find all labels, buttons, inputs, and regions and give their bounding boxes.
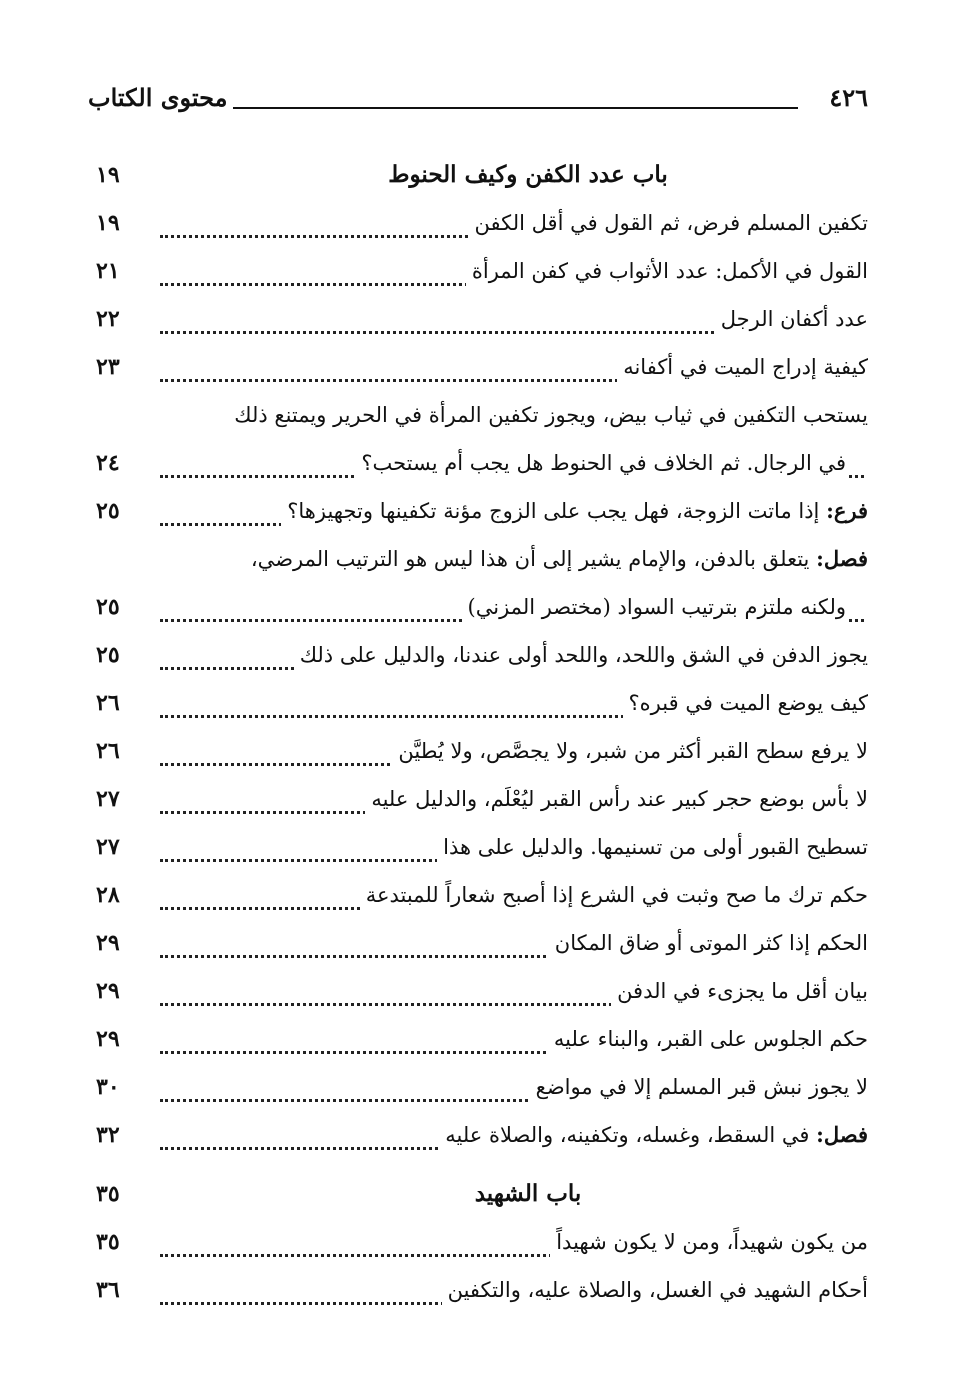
toc-entry-body: يتعلق بالدفن، والإمام يشير إلى أن هذا ليس هو الترتيب المرضي، (250, 547, 810, 571)
toc-page-number: ١٩ (96, 162, 120, 188)
toc-entry-text (439, 1113, 868, 1157)
toc-entry[interactable] (88, 201, 868, 245)
header-rule (233, 107, 798, 109)
chapter-title: باب عدد الكفن وكيف الحنوط (388, 161, 668, 188)
toc-entry-label: فصل: (816, 1122, 868, 1147)
toc-entry-text: لا يجوز نبش قبر المسلم إلا في مواضع (530, 1065, 868, 1109)
toc-entry-text: بيان أقل ما يجزىء في الدفن (611, 969, 868, 1013)
toc-page-number: ٢٧ (96, 834, 120, 860)
toc-entry-text: يستحب التكفين في ثياب بيض، ويجوز تكفين المرأة في الحرير ويمتنع ذلك (234, 403, 868, 427)
toc-entry-text: كيف يوضع الميت في قبره؟ (623, 681, 868, 725)
toc-page-number: ٢٣ (96, 354, 120, 380)
toc-page-number: ٣٦ (96, 1277, 120, 1303)
toc-entry[interactable] (88, 921, 868, 965)
toc-entry[interactable] (88, 969, 868, 1013)
toc-entry-text (251, 537, 868, 581)
toc-entry-text (281, 489, 868, 533)
toc-entry-text: عدد أكفان الرجل (715, 297, 868, 341)
toc-entry-line1[interactable] (88, 393, 868, 437)
toc-entry[interactable] (88, 249, 868, 293)
toc-entry[interactable] (88, 297, 868, 341)
toc-entry-line1[interactable] (88, 537, 868, 581)
toc-entry-text: من يكون شهيداً، ومن لا يكون شهيداً (550, 1220, 868, 1264)
chapter-title: باب الشهيد (474, 1180, 582, 1207)
page-number: ٤٢٦ (829, 83, 868, 112)
toc-entry[interactable] (88, 1113, 868, 1157)
toc-entry[interactable] (88, 1017, 868, 1061)
toc-entry-line2[interactable] (88, 441, 868, 485)
toc-entry[interactable] (88, 729, 868, 773)
book-section-title: محتوى الكتاب (88, 83, 228, 112)
toc-entry[interactable] (88, 345, 868, 389)
toc-page-number: ٢٥ (96, 642, 120, 668)
toc-entry[interactable] (88, 633, 868, 677)
toc-page-number: ١٩ (96, 210, 120, 236)
toc-entry[interactable] (88, 681, 868, 725)
toc-entry[interactable] (88, 873, 868, 917)
toc-entry[interactable] (88, 777, 868, 821)
toc-page-number: ٣٠ (96, 1074, 120, 1100)
toc-page-number: ٣٥ (96, 1229, 120, 1255)
toc-page-number: ٢٦ (96, 690, 120, 716)
toc-entry-text: ولكنه ملتزم بترتيب السواد (مختصر المزني) (462, 585, 846, 629)
toc-entry-text: أحكام الشهيد في الغسل، والصلاة عليه، والتكفين (442, 1268, 868, 1312)
toc-page-number: ٢٥ (96, 594, 120, 620)
toc-page-number: ٣٢ (96, 1122, 120, 1148)
running-header (88, 78, 868, 118)
toc-entry-text: تسطيح القبور أولى من تسنيمها. والدليل على هذا (437, 825, 868, 869)
toc-page-number: ٢٢ (96, 306, 120, 332)
toc-entry-text: القول في الأكمل: عدد الأثواب في كفن المرأة (466, 249, 868, 293)
toc-entry-text: في الرجال. ثم الخلاف في الحنوط هل يجب أم يستحب؟ (355, 441, 846, 485)
toc-page-number: ٢٤ (96, 450, 120, 476)
toc-page-number: ٣٥ (96, 1181, 120, 1207)
toc-entry-label: فصل: (816, 546, 868, 571)
toc-page-number: ٢٩ (96, 930, 120, 956)
toc-page-number: ٢٥ (96, 498, 120, 524)
toc-entry[interactable] (88, 489, 868, 533)
toc-page-number: ٢١ (96, 258, 120, 284)
toc-entry[interactable] (88, 1220, 868, 1264)
toc-page-number: ٢٦ (96, 738, 120, 764)
toc-entry-text: حكم ترك ما صح وثبت في الشرع إذا أصبح شعاراً للمبتدعة (360, 873, 868, 917)
toc-entry-label: فرع: (826, 498, 868, 523)
toc-entry-text: الحكم إذا كثر الموتى أو ضاق المكان (549, 921, 868, 965)
toc-page-number: ٢٨ (96, 882, 120, 908)
toc-entry-body: في السقط، وغسله، وتكفينه، والصلاة عليه (445, 1123, 810, 1147)
toc-entry[interactable] (88, 1268, 868, 1312)
toc-chapter-heading[interactable] (88, 1172, 868, 1216)
toc-entry-text: حكم الجلوس على القبر، والبناء عليه (548, 1017, 868, 1061)
toc-page-number: ٢٩ (96, 1026, 120, 1052)
toc-page-number: ٢٩ (96, 978, 120, 1004)
toc-entry-text: تكفين المسلم فرض، ثم القول في أقل الكفن (469, 201, 868, 245)
toc-chapter-heading[interactable] (88, 153, 868, 197)
toc-entry[interactable] (88, 825, 868, 869)
toc-page-number: ٢٧ (96, 786, 120, 812)
toc-entry-line2[interactable] (88, 585, 868, 629)
toc-entry-text: لا يرفع سطح القبر أكثر من شبر، ولا يجصَّص، ولا يُطيَّن (392, 729, 868, 773)
toc-entry-text: يجوز الدفن في الشق واللحد، واللحد أولى عندنا، والدليل على ذلك (294, 633, 868, 677)
toc-entry-text: لا بأس بوضع حجر كبير عند رأس القبر ليُعْلَم، والدليل عليه (365, 777, 868, 821)
toc-entry[interactable] (88, 1065, 868, 1109)
toc-entry-text: كيفية إدراج الميت في أكفانه (617, 345, 868, 389)
toc-entry-body: إذا ماتت الزوجة، فهل يجب على الزوج مؤنة تكفينها وتجهيزها؟ (287, 499, 820, 523)
